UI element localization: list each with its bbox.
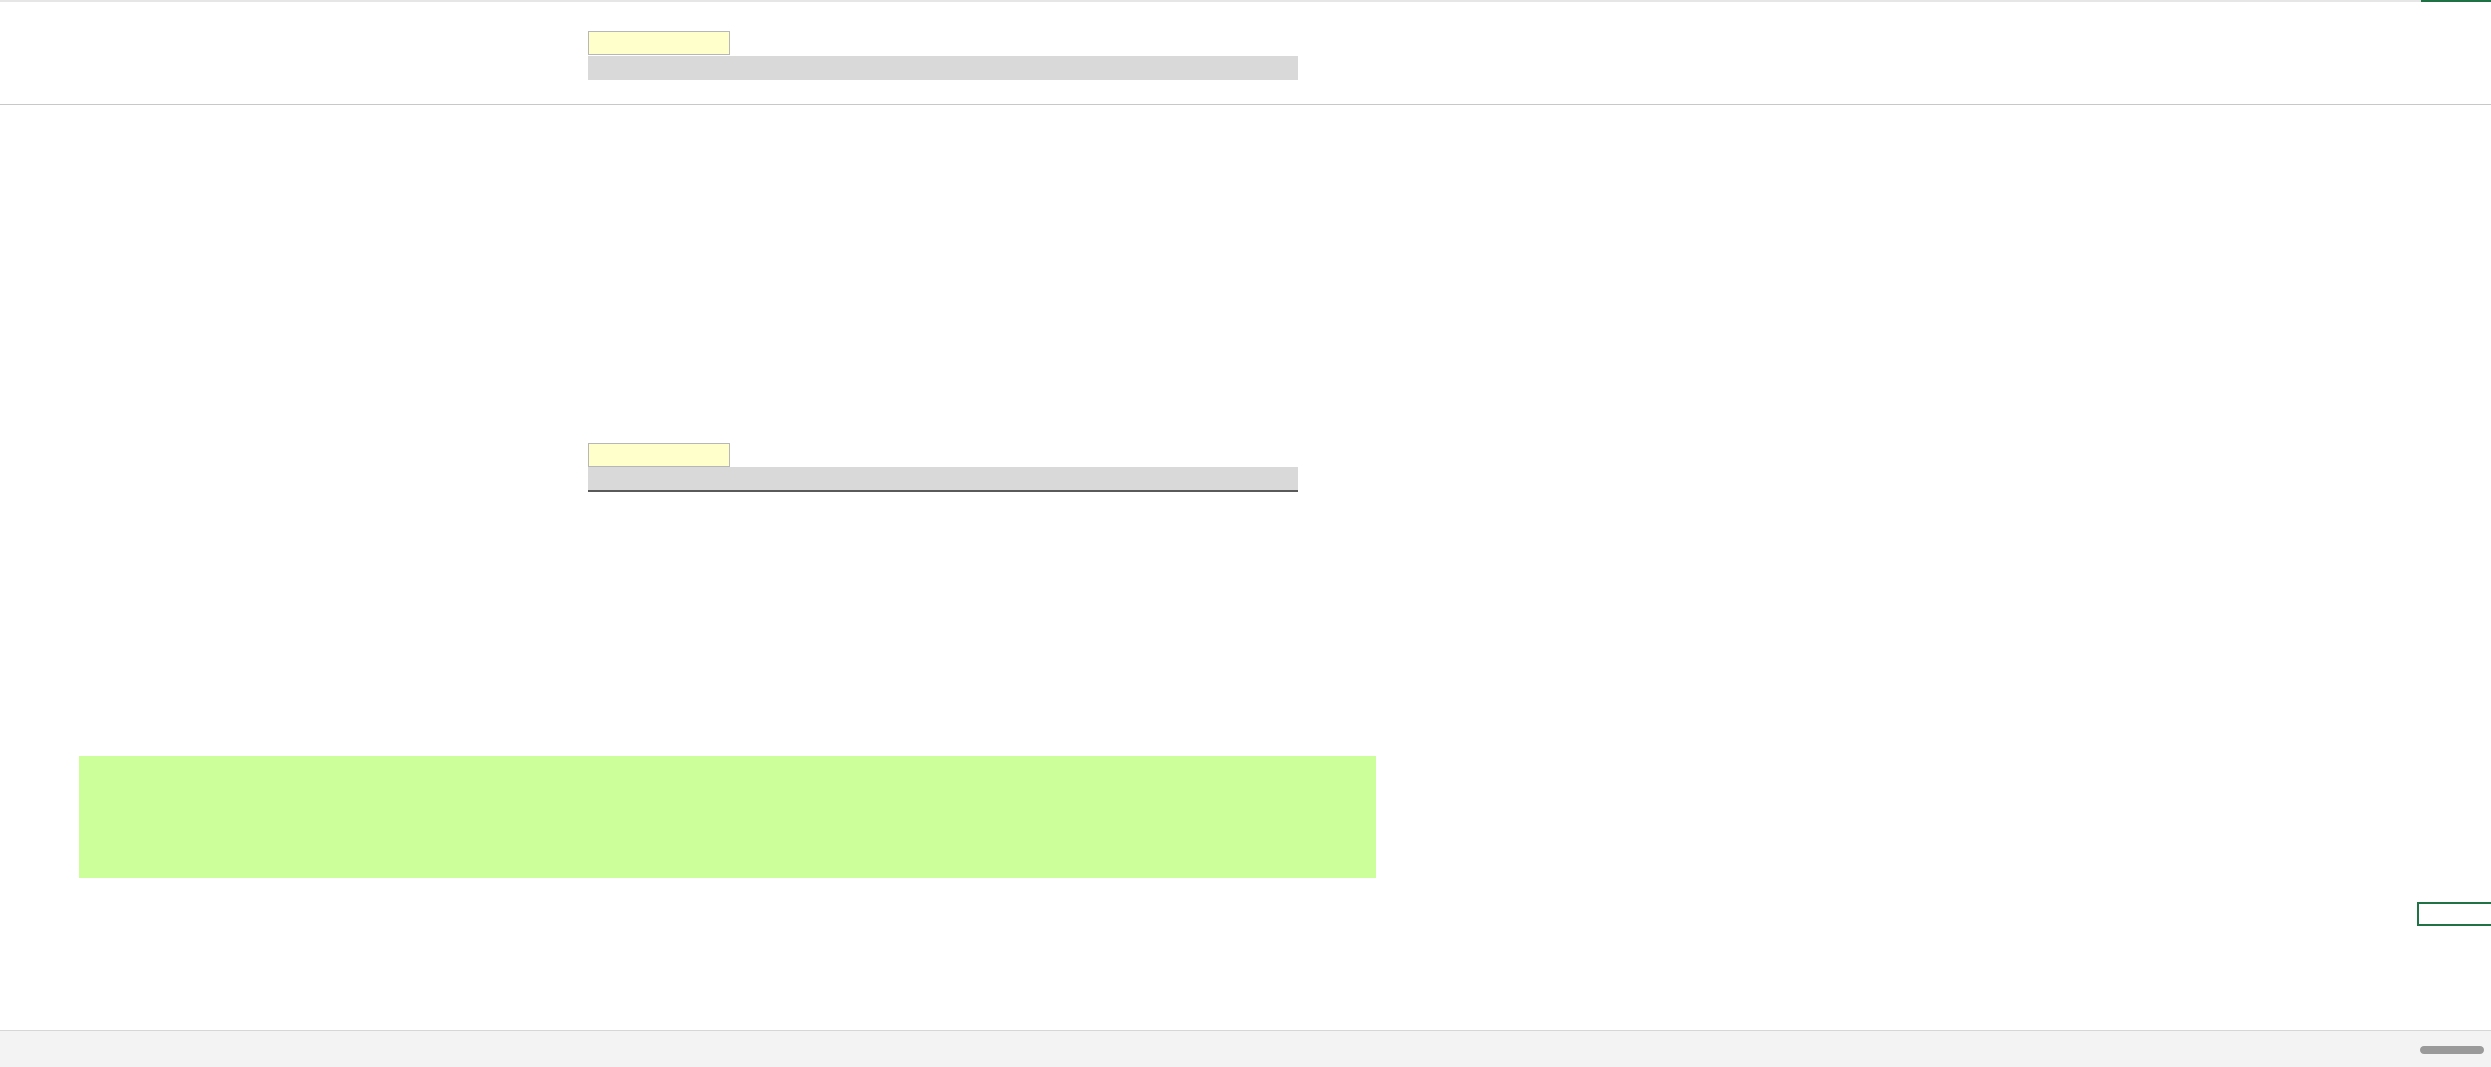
sheet-tab-bar	[0, 1030, 2491, 1067]
scroll-left-icon[interactable]	[2398, 1035, 2418, 1063]
more-tabs-icon[interactable]	[2294, 1035, 2320, 1063]
rounds-section-header	[588, 56, 1298, 80]
selected-cell[interactable]	[2417, 902, 2491, 926]
ancillary-section-header	[588, 467, 1298, 491]
active-indicator	[2421, 0, 2491, 2]
tab-scroll-prev-icon[interactable]	[0, 1035, 26, 1063]
ancillary-start-input[interactable]	[588, 443, 730, 467]
add-sheet-icon[interactable]	[2334, 1035, 2360, 1063]
top-border	[0, 0, 2491, 2]
horizontal-scrollbar[interactable]	[2420, 1046, 2484, 1054]
ancillary-header-line	[588, 490, 1298, 492]
freeze-pane-line	[0, 104, 2491, 105]
tab-scroll-next-icon[interactable]	[28, 1035, 54, 1063]
revenue-start-input[interactable]	[588, 31, 730, 55]
design-note-textbox[interactable]	[79, 756, 1376, 878]
options-icon[interactable]	[2372, 1035, 2392, 1063]
